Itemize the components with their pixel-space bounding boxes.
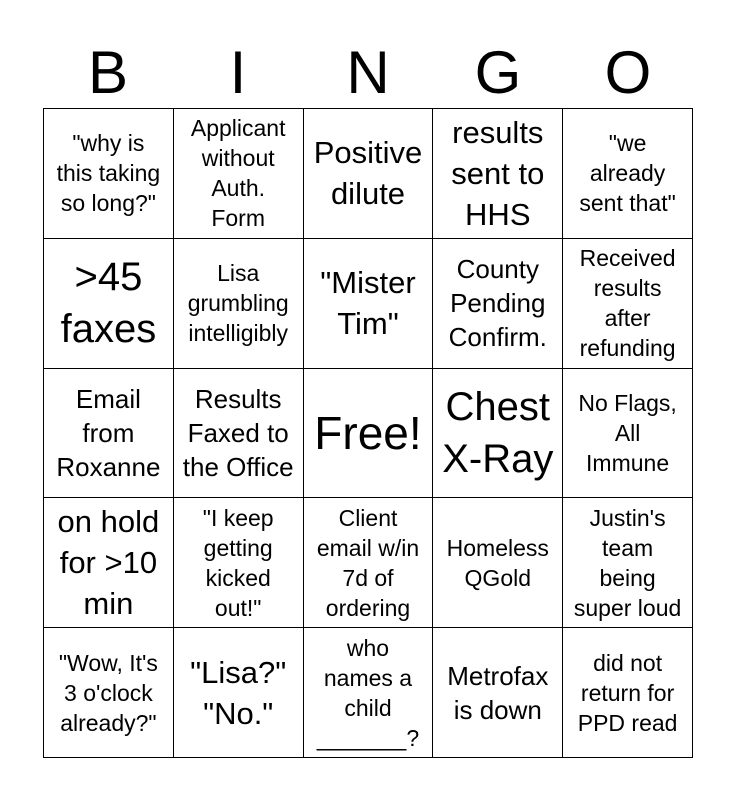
bingo-cell[interactable] (174, 109, 304, 239)
bingo-cell[interactable] (174, 369, 304, 499)
cell-text: Applicant without Auth. Form (190, 115, 286, 232)
bingo-cell[interactable] (44, 109, 174, 239)
cell-text: Email from Roxanne (56, 383, 161, 482)
header-letter-b: B (87, 39, 129, 106)
cell-text: who names a child _______? (316, 634, 420, 751)
cell-text: Client email w/in 7d of ordering (316, 504, 420, 621)
bingo-cell[interactable] (44, 239, 174, 369)
bingo-cell[interactable] (44, 498, 174, 628)
bingo-cell[interactable] (44, 628, 174, 758)
cell-text: No Flags, All Immune (578, 389, 677, 476)
cell-text: Positive dilute (313, 135, 423, 212)
cell-text: Justin's team being super loud (573, 504, 682, 621)
cell-text: results sent to HHS (451, 114, 545, 232)
cell-text: Metrofax is down (447, 660, 549, 725)
bingo-cell[interactable] (304, 109, 434, 239)
bingo-cell[interactable] (174, 628, 304, 758)
bingo-cell[interactable] (174, 239, 304, 369)
cell-text: "we already sent that" (579, 130, 676, 217)
header-letter-i: I (229, 39, 247, 106)
cell-text: on hold for >10 min (57, 504, 160, 622)
cell-text: County Pending Confirm. (448, 254, 547, 353)
bingo-cell-free[interactable] (304, 369, 434, 499)
header-letter-g: G (474, 39, 522, 106)
bingo-header (43, 40, 693, 106)
cell-text: "Lisa?" "No." (190, 654, 287, 731)
bingo-cell[interactable] (563, 628, 693, 758)
bingo-cell[interactable] (44, 369, 174, 499)
bingo-card (43, 108, 693, 758)
cell-text: "I keep getting kicked out!" (202, 504, 274, 621)
bingo-cell[interactable] (174, 498, 304, 628)
bingo-cell[interactable] (433, 628, 563, 758)
header-letter-o: O (604, 39, 652, 106)
cell-text: Results Faxed to the Office (182, 383, 294, 482)
bingo-cell[interactable] (563, 109, 693, 239)
bingo-cell[interactable] (433, 239, 563, 369)
bingo-cell[interactable] (563, 239, 693, 369)
bingo-cell[interactable] (563, 498, 693, 628)
cell-text: "Mister Tim" (320, 265, 416, 342)
bingo-cell[interactable] (304, 239, 434, 369)
bingo-cell[interactable] (433, 369, 563, 499)
cell-text: Chest X-Ray (442, 384, 554, 481)
bingo-cell[interactable] (304, 628, 434, 758)
header-letter-n: N (346, 39, 390, 106)
cell-text: Homeless QGold (446, 534, 549, 591)
bingo-cell[interactable] (563, 369, 693, 499)
bingo-cell[interactable] (433, 109, 563, 239)
bingo-cell[interactable] (304, 498, 434, 628)
cell-text: Lisa grumbling intelligibly (187, 260, 289, 347)
cell-text: "why is this taking so long?" (56, 130, 161, 217)
bingo-cell[interactable] (433, 498, 563, 628)
cell-text: Received results after refunding (579, 245, 676, 362)
free-space-text: Free! (314, 406, 422, 459)
cell-text: did not return for PPD read (577, 649, 678, 736)
cell-text: "Wow, It's 3 o'clock already?" (58, 649, 158, 736)
cell-text: >45 faxes (60, 255, 157, 352)
